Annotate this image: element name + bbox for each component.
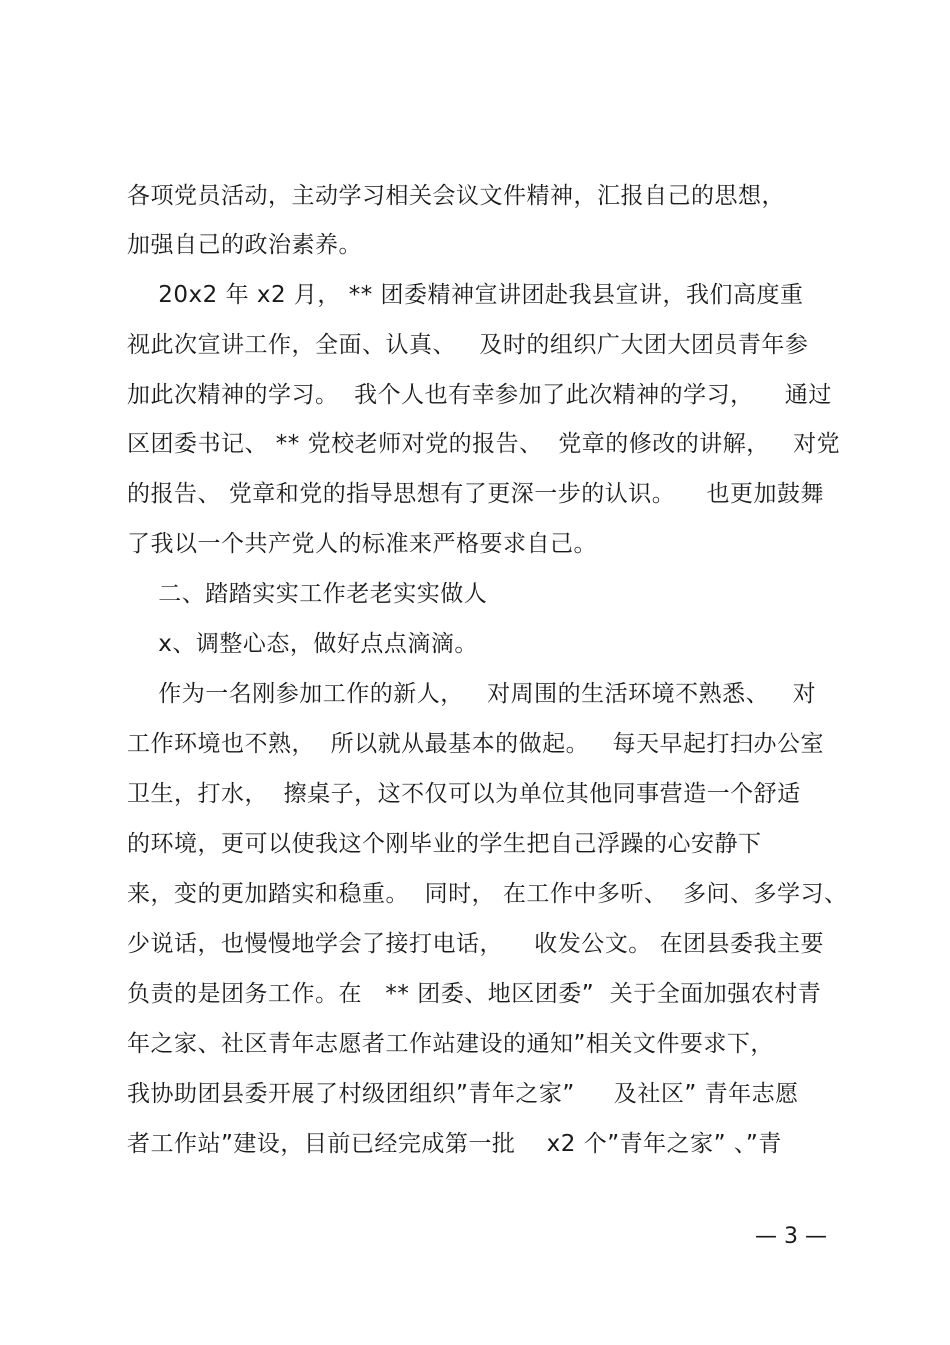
text-line-15: 来，变的更加踏实和稳重。 同时， 在工作中多听、 多问、多学习、	[127, 881, 848, 907]
text-line-12: 工作环境也不熟， 所以就从最基本的做起。 每天早起打扫办公室	[127, 731, 825, 757]
section-heading: 二、踏踏实实工作老老实实做人	[127, 581, 488, 607]
text-line-17: 负责的是团务工作。在 ** 团委、地区团委” 关于全面加强农村青	[127, 981, 822, 1007]
text-line-7: 的报告、 党章和党的指导思想有了更深一步的认识。 也更加鼓舞	[127, 481, 825, 507]
text-line-1: 各项党员活动，主动学习相关会议文件精神，汇报自己的思想，	[127, 183, 785, 209]
text-line-3: 20x2 年 x2 月， ** 团委精神宣讲团赴我县宣讲，我们高度重	[127, 282, 804, 308]
text-line-14: 的环境，更可以使我这个刚毕业的学生把自己浮躁的心安静下	[127, 831, 762, 857]
text-line-11: 作为一名刚参加工作的新人， 对周围的生活环境不熟悉、 对	[127, 681, 817, 707]
text-line-13: 卫生，打水， 擦桌子，这不仅可以为单位其他同事营造一个舒适	[127, 781, 801, 807]
text-line-4: 视此次宣讲工作，全面、认真、 及时的组织广大团大团员青年参	[127, 332, 809, 358]
text-line-2: 加强自己的政治素养。	[127, 232, 362, 258]
text-line-19: 我协助团县委开展了村级团组织”青年之家” 及社区” 青年志愿	[127, 1081, 799, 1107]
text-line-8: 了我以一个共产党人的标准来严格要求自己。	[127, 531, 597, 557]
text-line-20: 者工作站”建设，目前已经完成第一批 x2 个”青年之家” 、”青	[127, 1131, 782, 1157]
page-number: — 3 —	[755, 1224, 827, 1249]
text-line-18: 年之家、社区青年志愿者工作站建设的通知”相关文件要求下，	[127, 1031, 774, 1057]
text-line-16: 少说话，也慢慢地学会了接打电话， 收发公文。 在团县委我主要	[127, 931, 825, 957]
text-line-6: 区团委书记、 ** 党校老师对党的报告、 党章的修改的讲解， 对党	[127, 431, 841, 457]
subsection-heading: x、调整心态，做好点点滴滴。	[127, 631, 478, 657]
text-line-5: 加此次精神的学习。 我个人也有幸参加了此次精神的学习， 通过	[127, 382, 832, 408]
